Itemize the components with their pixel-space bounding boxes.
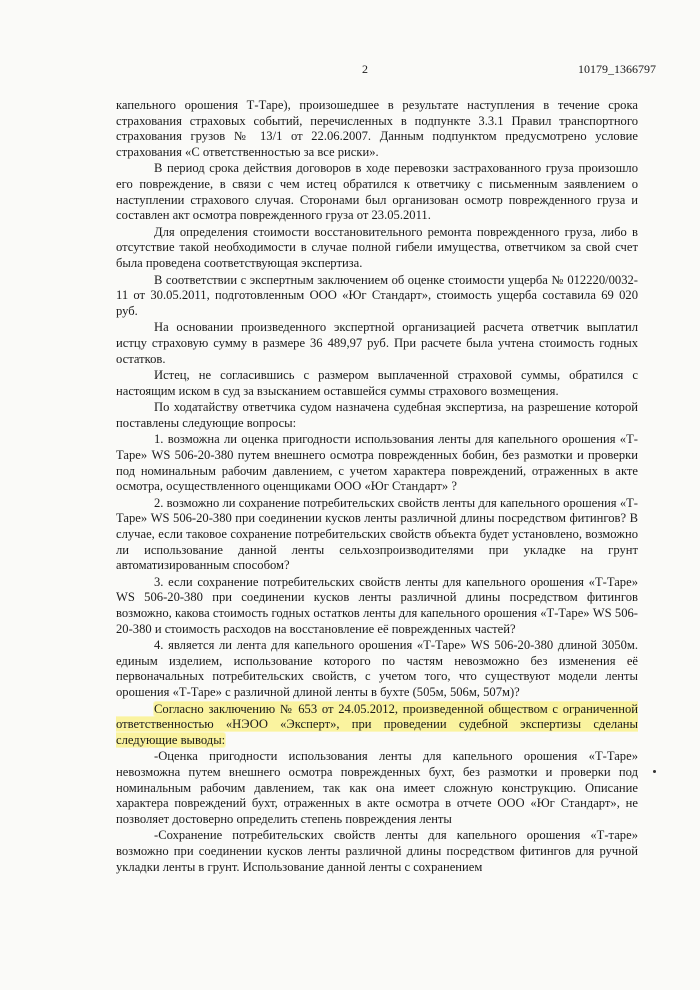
question-3: 3. если сохранение потребительских свойств ленты для капельного орошения «Т-Таре» WS 506-20-380 при соединении кусков ленты различной длины посредством фитингов возможно, какова стоимость годных остатков ленты для капельного орошения «Т-Таре» WS 506-20-380 и стоимость расходов на восстановление её поврежденных частей? — [116, 574, 638, 636]
paragraph: В период срока действия договоров в ходе перевозки застрахованного груза произошло его повреждение, в связи с чем истец обратился к ответчику с письменным заявлением о наступлении страхового случая. Сторонами был организован осмотр поврежденного груза и составлен акт осмотра поврежденного груза от 23.05.2011. — [116, 161, 638, 223]
paragraph: Для определения стоимости восстановительного ремонта поврежденного груза, либо в отсутствие такой необходимости в случае полной гибели имущества, ответчиком за свой счет была проведена соответствующая экспертиза. — [116, 224, 638, 270]
page-number: 2 — [362, 62, 368, 76]
question-4: 4. является ли лента для капельного орошения «Т-Таре» WS 506-20-380 длиной 3050м. единым изделием, использование которого по частям невозможно без изменения её первоначальных потребительских свойств, с учетом того, что существуют модели ленты орошения «Т-Таре» с различной длиной ленты в бухте (505м, 506м, 507м)? — [116, 638, 638, 699]
document-body — [116, 98, 638, 876]
paragraph: В соответствии с экспертным заключением об оценке стоимости ущерба № 012220/0032-11 от 30.05.2011, подготовленным ООО «Юг Стандарт», стоимость ущерба составила 69 020 руб. — [116, 272, 638, 318]
conclusion-2: -Сохранение потребительских свойств ленты для капельного орошения «Т-таре» возможно при соединении кусков ленты различной длины посредством фитингов для ручной укладки ленты в грунт. Использование данной ленты с сохранением — [116, 828, 638, 874]
paragraph: капельного орошения Т-Таре), произошедшее в результате наступления в течение срока страхования страховых событий, перечисленных в подпункте 3.3.1 Правил транспортного страхования грузов № 13/1 от 22.06.2007. Данным подпунктом предусмотрено условие страхования «С ответственностью за все риски». — [116, 98, 638, 159]
highlighted-paragraph — [116, 702, 638, 749]
highlight-marker: Согласно заключению № 653 от 24.05.2012, произведенной обществом с ограниченной ответственностью «НЭОО «Эксперт», при проведении судебной экспертизы сделаны следующие выводы: — [116, 701, 638, 747]
scan-speck — [653, 770, 656, 773]
paragraph: Истец, не согласившись с размером выплаченной страховой суммы, обратился с настоящим иском в суд за взысканием оставшейся суммы страхового возмещения. — [116, 368, 638, 398]
paragraph: На основании произведенного экспертной организацией расчета ответчик выплатил истцу страховую сумму в размере 36 489,97 руб. При расчете была учтена стоимость годных остатков. — [116, 320, 638, 366]
page-header — [0, 62, 700, 80]
conclusion-1: -Оценка пригодности использования ленты для капельного орошения «Т-Таре» невозможна путем внешнего осмотра поврежденных бухт, без размотки и проверки под номинальным рабочим давлением, так как она имеет сложную конструкцию. Описание характера повреждений бухт, отраженных в акте осмотра в отчете ООО «Юг Стандарт», не позволяет достоверно определить степень повреждения ленты — [116, 749, 638, 826]
document-id: 10179_1366797 — [578, 62, 656, 76]
question-2: 2. возможно ли сохранение потребительских свойств ленты для капельного орошения «Т-Таре» WS 506-20-380 при соединении кусков ленты различной длины посредством фитингов? В случае, если таковое сохранение потребительских свойств объекта будет установлено, возможно ли использование данной ленты сельхозпроизводителями при укладке на грунт автоматизированным способом? — [116, 495, 638, 573]
question-1: 1. возможна ли оценка пригодности использования ленты для капельного орошения «Т-Таре» WS 506-20-380 путем внешнего осмотра поврежденных бобин, без размотки и проверки под номинальным рабочим давлением, с учетом характера повреждений, отраженных в акте осмотра, осуществленного оценщиками ООО «Юг Стандарт» ? — [116, 432, 638, 494]
paragraph: По ходатайству ответчика судом назначена судебная экспертиза, на разрешение которой поставлены следующие вопросы: — [116, 400, 638, 430]
